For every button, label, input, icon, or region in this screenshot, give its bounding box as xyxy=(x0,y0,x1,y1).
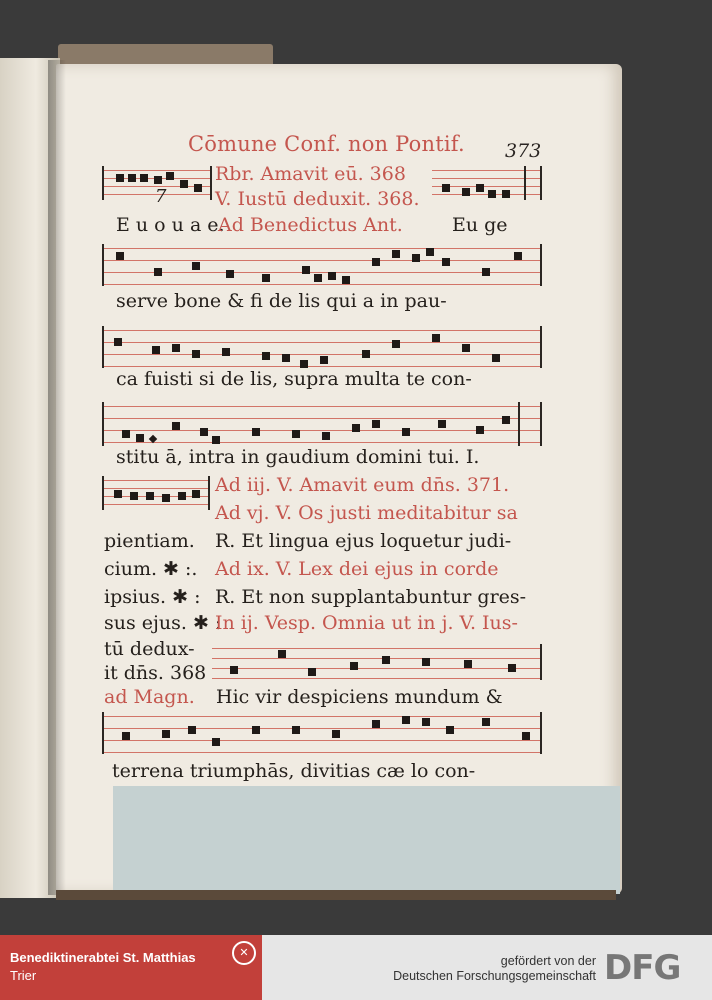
institution-name: Benediktinerabtei St. Matthias xyxy=(10,950,196,965)
music-staff xyxy=(432,170,542,204)
lyric-line: sus ejus. ✱ : xyxy=(104,612,222,634)
lyric-line: ipsius. ✱ : xyxy=(104,586,201,608)
lyric-line: Hic vir despiciens mundum & xyxy=(216,686,503,708)
lyric-line: tū dedux- xyxy=(104,638,195,660)
lyric-line: Eu ge xyxy=(452,214,508,236)
rubric-line: Ad vj. V. Os justi meditabitur sa xyxy=(215,502,518,524)
lyric-line: serve bone & fi de lis qui a in pau- xyxy=(116,290,447,312)
funding-line-1: gefördert von der xyxy=(500,954,596,968)
page-number: 373 xyxy=(505,140,542,162)
rubric-line: In ij. Vesp. Omnia ut in j. V. Ius- xyxy=(215,612,518,634)
institution-banner[interactable] xyxy=(0,935,262,1000)
rubric-line: V. Iustū deduxit. 368. xyxy=(215,188,420,210)
antiphon-rubric: Ad Benedictus Ant. xyxy=(218,214,403,236)
rubric-line: Ad ix. V. Lex dei ejus in corde xyxy=(215,558,499,580)
gutter-shadow xyxy=(48,60,66,895)
music-staff xyxy=(102,406,542,448)
page-heading: Cōmune Conf. non Pontif. xyxy=(188,132,465,156)
institution-logo-icon: ✕ xyxy=(232,941,256,965)
lyric-line: pientiam. xyxy=(104,530,195,552)
music-staff xyxy=(102,248,542,288)
book-bottom-edge xyxy=(56,890,616,900)
paper-repair-patch xyxy=(113,786,620,894)
lyric-line: it dn̄s. 368 xyxy=(104,662,207,684)
music-staff xyxy=(212,648,542,682)
music-staff xyxy=(102,716,542,756)
lyric-line: R. Et lingua ejus loquetur judi- xyxy=(215,530,512,552)
lyric-line: R. Et non supplantabuntur gres- xyxy=(215,586,527,608)
lyric-line: 7 xyxy=(155,186,167,207)
rubric-line: Rbr. Amavit eū. 368 xyxy=(215,163,406,185)
funding-line-2: Deutschen Forschungsgemeinschaft xyxy=(393,969,596,983)
lyric-line: terrena triumphās, divitias cæ lo con- xyxy=(112,760,476,782)
lyric-line: ca fuisti si de lis, supra multa te con- xyxy=(116,368,472,390)
music-staff xyxy=(102,330,542,370)
institution-location: Trier xyxy=(10,968,37,983)
music-staff xyxy=(102,480,210,514)
lyric-line: E u o u a e. xyxy=(116,214,225,236)
dfg-logo[interactable]: DFG xyxy=(604,948,681,988)
antiphon-rubric: ad Magn. xyxy=(104,686,195,708)
lyric-line: cium. ✱ :. xyxy=(104,558,198,580)
lyric-line: stitu ā, intra in gaudium domini tui. I. xyxy=(116,446,480,468)
rubric-line: Ad iij. V. Amavit eum dn̄s. 371. xyxy=(215,474,510,496)
